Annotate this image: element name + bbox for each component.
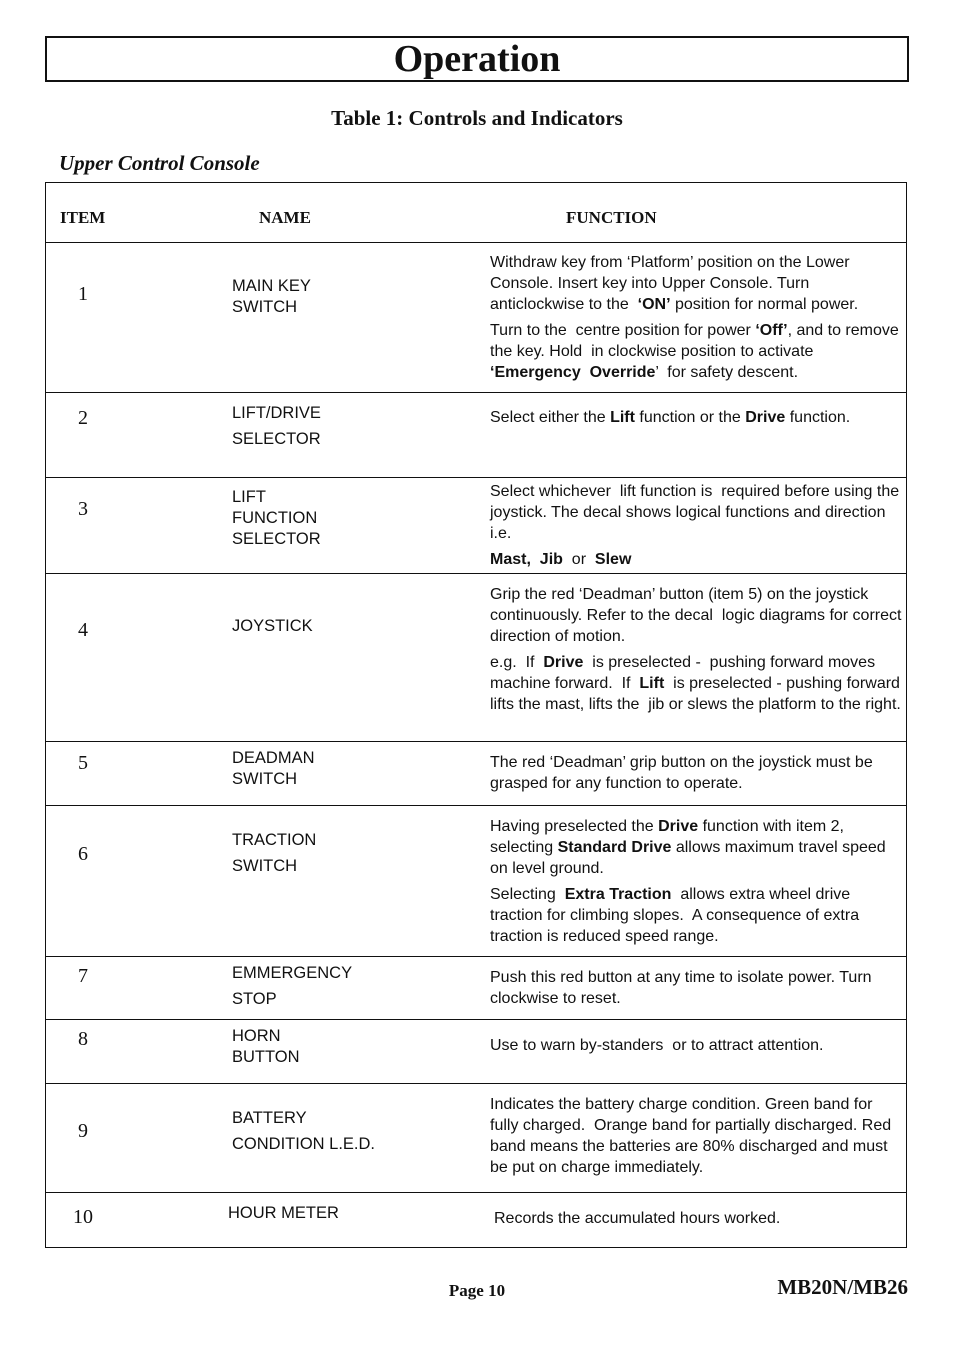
control-name-line: SELECTOR bbox=[232, 530, 321, 548]
control-name-line: LIFT/DRIVE bbox=[232, 404, 321, 422]
console-title: Upper Control Console bbox=[59, 151, 260, 175]
function-text: Records the accumulated hours worked. bbox=[494, 1210, 781, 1227]
function-text-bold: Mast, Jib bbox=[490, 551, 563, 568]
control-name bbox=[232, 616, 313, 637]
header-name: NAME bbox=[259, 208, 311, 227]
control-name bbox=[232, 487, 321, 550]
item-number: 4 bbox=[78, 619, 88, 641]
function-text-bold: Drive bbox=[745, 409, 786, 426]
function-text: Select either the bbox=[490, 409, 611, 426]
control-name-line: SELECTOR bbox=[232, 430, 321, 448]
function-text: function with item 2, selecting bbox=[490, 818, 849, 856]
function-text: Turn to the centre position for power bbox=[490, 322, 756, 339]
function-paragraph bbox=[494, 1208, 906, 1229]
control-function bbox=[490, 481, 902, 575]
table-row bbox=[46, 1083, 906, 1193]
control-name-line: FUNCTION bbox=[232, 509, 318, 527]
function-paragraph bbox=[490, 1035, 902, 1056]
control-name bbox=[232, 276, 311, 318]
header-function: FUNCTION bbox=[566, 208, 657, 227]
function-text-bold: Lift bbox=[639, 675, 665, 692]
table-row bbox=[46, 1192, 906, 1250]
item-number: 1 bbox=[78, 283, 88, 305]
control-function bbox=[490, 584, 906, 720]
control-name bbox=[232, 1108, 375, 1155]
header-item: ITEM bbox=[60, 208, 106, 227]
function-paragraph bbox=[490, 1094, 902, 1178]
item-number: 5 bbox=[78, 752, 88, 774]
control-function bbox=[490, 407, 902, 433]
controls-table bbox=[45, 182, 907, 1248]
item-number: 10 bbox=[73, 1206, 93, 1228]
function-paragraph bbox=[490, 584, 906, 647]
function-text: Use to warn by-standers or to attract attention. bbox=[490, 1037, 824, 1054]
table-row bbox=[46, 741, 906, 806]
control-name-line: TRACTION bbox=[232, 831, 317, 849]
control-function bbox=[490, 252, 902, 388]
control-function bbox=[490, 816, 902, 952]
item-number: 9 bbox=[78, 1120, 88, 1142]
item-number: 7 bbox=[78, 965, 88, 987]
function-text: allows extra wheel drive traction for climbing slopes. A consequence of extra traction is reduced speed range. bbox=[490, 886, 864, 945]
control-name bbox=[232, 830, 316, 877]
function-paragraph bbox=[490, 884, 902, 947]
control-name bbox=[232, 403, 321, 450]
function-paragraph bbox=[490, 652, 905, 715]
control-name bbox=[232, 1026, 300, 1068]
function-text: e.g. If bbox=[490, 654, 544, 671]
function-text-bold: ‘ON’ bbox=[637, 296, 671, 313]
function-text: allows maximum travel speed on level ground. bbox=[490, 839, 891, 877]
function-paragraph bbox=[490, 967, 902, 1009]
control-name-line: CONDITION L.E.D. bbox=[232, 1135, 376, 1153]
function-text-bold: Drive bbox=[658, 818, 699, 835]
table-row bbox=[46, 573, 906, 742]
function-paragraph bbox=[490, 549, 902, 570]
control-name-line: LIFT bbox=[232, 488, 266, 506]
function-paragraph bbox=[490, 752, 902, 794]
control-name-line: SWITCH bbox=[232, 857, 298, 875]
function-text: Select whichever lift function is required before using the joystick. The decal shows logical functions and direction i.e. bbox=[490, 483, 904, 542]
item-number: 8 bbox=[78, 1028, 88, 1050]
table-row bbox=[46, 805, 906, 957]
function-text-bold: Slew bbox=[594, 551, 632, 568]
page-title-box bbox=[45, 36, 909, 82]
control-name-line: JOYSTICK bbox=[232, 617, 313, 635]
table-title: Table 1: Controls and Indicators bbox=[331, 106, 623, 130]
function-text-bold: Extra Traction bbox=[564, 886, 672, 903]
control-name-line: SWITCH bbox=[232, 298, 298, 316]
control-name-line: DEADMAN bbox=[232, 749, 315, 767]
control-name-line: HORN bbox=[232, 1027, 281, 1045]
function-text: Indicates the battery charge condition. Green band for fully charged. Orange band for partially discharged. Red band means the batteries are 80% discharged and must be put on charge immediately. bbox=[490, 1096, 896, 1176]
function-text: Selecting bbox=[490, 886, 565, 903]
page-number: Page 10 bbox=[448, 1281, 506, 1300]
model-number: MB20N/MB26 bbox=[777, 1275, 908, 1299]
control-name-line: HOUR METER bbox=[228, 1204, 339, 1222]
function-text-bold: ‘Off’ bbox=[755, 322, 788, 339]
control-function bbox=[490, 1035, 902, 1061]
function-text: Withdraw key from ‘Platform’ position on the Lower Console. Insert key into Upper Console. Turn anticlockwise to the bbox=[490, 254, 854, 313]
control-name-line: EMMERGENCY bbox=[232, 964, 353, 982]
function-text: function. bbox=[785, 409, 851, 426]
function-text-bold: Drive bbox=[543, 654, 584, 671]
function-text-bold: Standard Drive bbox=[557, 839, 672, 856]
function-text: , and to remove the key. Hold in clockwise position to activate bbox=[490, 322, 904, 360]
function-paragraph bbox=[490, 407, 902, 428]
function-paragraph bbox=[490, 481, 902, 544]
function-text: Push this red button at any time to isolate power. Turn clockwise to reset. bbox=[490, 969, 876, 1007]
control-function bbox=[490, 1094, 902, 1183]
control-function bbox=[494, 1208, 906, 1234]
function-text: is preselected - pushing forward lifts the mast, lifts the jib or slews the platform to the right. bbox=[490, 675, 905, 713]
function-text: Grip the red ‘Deadman’ button (item 5) on the joystick continuously. Refer to the decal logic diagrams for correct direction of motion. bbox=[490, 586, 906, 645]
table-row bbox=[46, 392, 906, 478]
table-row bbox=[46, 477, 906, 574]
table-row bbox=[46, 1019, 906, 1084]
function-text: position for normal power. bbox=[670, 296, 859, 313]
control-name-line: BUTTON bbox=[232, 1048, 300, 1066]
table-row bbox=[46, 242, 906, 393]
function-paragraph bbox=[490, 816, 902, 879]
table-row bbox=[46, 956, 906, 1020]
item-number: 3 bbox=[78, 498, 88, 520]
function-text: function or the bbox=[634, 409, 746, 426]
control-name bbox=[232, 748, 315, 790]
function-text: ’ for safety descent. bbox=[655, 364, 799, 381]
function-text-bold: ‘Emergency Override bbox=[490, 364, 656, 381]
item-number: 6 bbox=[78, 843, 88, 865]
function-text: is preselected - pushing forward moves machine forward. If bbox=[490, 654, 880, 692]
function-text: Having preselected the bbox=[490, 818, 659, 835]
page-title: Operation bbox=[393, 38, 561, 80]
control-name-line: STOP bbox=[232, 990, 277, 1008]
control-name-line: SWITCH bbox=[232, 770, 298, 788]
function-paragraph bbox=[490, 252, 902, 315]
control-name-line: BATTERY bbox=[232, 1109, 307, 1127]
function-text: or bbox=[562, 551, 595, 568]
control-name bbox=[232, 963, 352, 1010]
function-text: The red ‘Deadman’ grip button on the joystick must be grasped for any function to operate. bbox=[490, 754, 878, 792]
function-text-bold: Lift bbox=[610, 409, 635, 426]
control-name bbox=[228, 1203, 339, 1224]
function-paragraph bbox=[490, 320, 902, 383]
item-number: 2 bbox=[78, 407, 88, 429]
control-function bbox=[490, 752, 902, 799]
control-name-line: MAIN KEY bbox=[232, 277, 311, 295]
control-function bbox=[490, 967, 902, 1014]
